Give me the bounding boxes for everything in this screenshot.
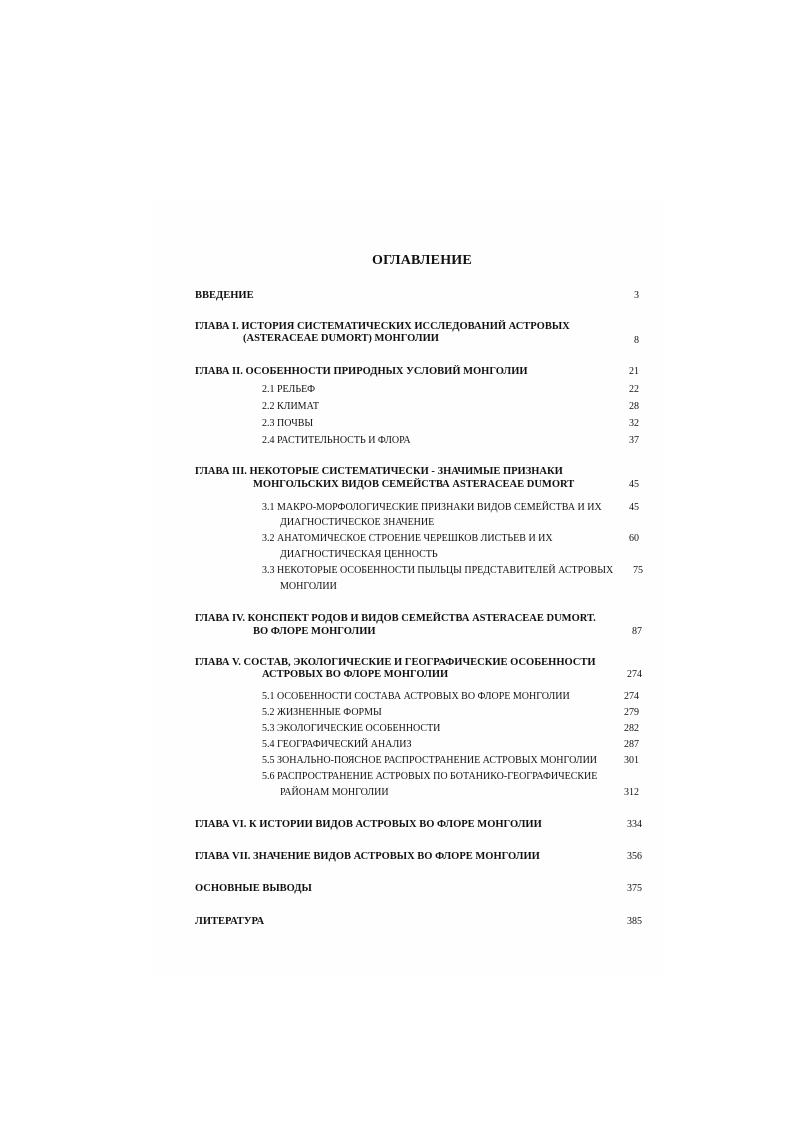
page-number: 287: [624, 739, 639, 750]
toc-entry-intro: ВВЕДЕНИЕ: [195, 290, 254, 301]
toc-entry-5-6-line1: 5.6 РАСПРОСТРАНЕНИЕ АСТРОВЫХ ПО БОТАНИКО-ГЕОГРАФИЧЕСКИЕ: [262, 771, 598, 782]
page-number: 32: [629, 418, 639, 429]
toc-entry-2-2: 2.2 КЛИМАТ: [262, 401, 320, 412]
toc-entry-2-1: 2.1 РЕЛЬЕФ: [262, 384, 316, 395]
page-number: 37: [629, 435, 639, 446]
toc-entry-ch6: ГЛАВА VI. К ИСТОРИИ ВИДОВ АСТРОВЫХ ВО ФЛОРЕ МОНГОЛИИ: [195, 819, 542, 830]
page-number: 21: [629, 366, 639, 377]
page-number: 301: [624, 755, 639, 766]
toc-entry-3-2-line1: 3.2 АНАТОМИЧЕСКОЕ СТРОЕНИЕ ЧЕРЕШКОВ ЛИСТЬЕВ И ИХ: [262, 533, 553, 544]
page-number: 356: [627, 851, 642, 862]
page-number: 279: [624, 707, 639, 718]
toc-entry-conclusions: ОСНОВНЫЕ ВЫВОДЫ: [195, 883, 312, 894]
toc-entry-5-3: 5.3 ЭКОЛОГИЧЕСКИЕ ОСОБЕННОСТИ: [262, 723, 441, 734]
toc-entry-ch5-line2: АСТРОВЫХ ВО ФЛОРЕ МОНГОЛИИ: [262, 669, 449, 680]
toc-entry-ch4-line2: ВО ФЛОРЕ МОНГОЛИИ: [253, 626, 376, 637]
page-number: 45: [629, 502, 639, 513]
page-number: 87: [632, 626, 642, 637]
toc-entry-2-4: 2.4 РАСТИТЕЛЬНОСТЬ И ФЛОРА: [262, 435, 411, 446]
page-number: 274: [624, 691, 639, 702]
page-number: 282: [624, 723, 639, 734]
toc-entry-ch3-line2: МОНГОЛЬСКИХ ВИДОВ СЕМЕЙСТВА ASTERACEAE DUMORT: [253, 479, 575, 490]
toc-entry-ch3-line1: ГЛАВА III. НЕКОТОРЫЕ СИСТЕМАТИЧЕСКИ - ЗНАЧИМЫЕ ПРИЗНАКИ: [195, 466, 563, 477]
page-number: 274: [627, 669, 642, 680]
page-number: 22: [629, 384, 639, 395]
page-number: 375: [627, 883, 642, 894]
toc-entry-5-5: 5.5 ЗОНАЛЬНО-ПОЯСНОЕ РАСПРОСТРАНЕНИЕ АСТРОВЫХ МОНГОЛИИ: [262, 755, 598, 766]
toc-entry-ch1-line1: ГЛАВА I. ИСТОРИЯ СИСТЕМАТИЧЕСКИХ ИССЛЕДОВАНИЙ АСТРОВЫХ: [195, 321, 570, 332]
toc-entry-3-2-line2: ДИАГНОСТИЧЕСКАЯ ЦЕННОСТЬ: [280, 549, 438, 560]
toc-entry-ch7: ГЛАВА VII. ЗНАЧЕНИЕ ВИДОВ АСТРОВЫХ ВО ФЛОРЕ МОНГОЛИИ: [195, 851, 540, 862]
page-number: 75: [633, 565, 643, 576]
page-title: ОГЛАВЛЕНИЕ: [372, 253, 472, 268]
toc-entry-ch5-line1: ГЛАВА V. СОСТАВ, ЭКОЛОГИЧЕСКИЕ И ГЕОГРАФИЧЕСКИЕ ОСОБЕННОСТИ: [195, 657, 596, 668]
page-number: 3: [634, 290, 639, 301]
page-number: 385: [627, 916, 642, 927]
toc-entry-ch4-line1: ГЛАВА IV. КОНСПЕКТ РОДОВ И ВИДОВ СЕМЕЙСТВА ASTERACEAE DUMORT.: [195, 613, 596, 624]
toc-entry-2-3: 2.3 ПОЧВЫ: [262, 418, 314, 429]
toc-entry-ch2: ГЛАВА II. ОСОБЕННОСТИ ПРИРОДНЫХ УСЛОВИЙ МОНГОЛИИ: [195, 366, 528, 377]
page-number: 312: [624, 787, 639, 798]
toc-entry-5-1: 5.1 ОСОБЕННОСТИ СОСТАВА АСТРОВЫХ ВО ФЛОРЕ МОНГОЛИИ: [262, 691, 570, 702]
page-number: 334: [627, 819, 642, 830]
toc-entry-5-6-line2: РАЙОНАМ МОНГОЛИИ: [280, 787, 389, 798]
toc-entry-5-4: 5.4 ГЕОГРАФИЧЕСКИЙ АНАЛИЗ: [262, 739, 412, 750]
toc-entry-5-2: 5.2 ЖИЗНЕННЫЕ ФОРМЫ: [262, 707, 382, 718]
toc-entry-literature: ЛИТЕРАТУРА: [195, 916, 265, 927]
page-number: 60: [629, 533, 639, 544]
page-number: 45: [629, 479, 639, 490]
toc-entry-3-3-line2: МОНГОЛИИ: [280, 581, 337, 592]
page-number: 28: [629, 401, 639, 412]
toc-entry-ch1-line2: (ASTERACEAE DUMORT) МОНГОЛИИ: [243, 333, 439, 344]
toc-entry-3-1-line2: ДИАГНОСТИЧЕСКОЕ ЗНАЧЕНИЕ: [280, 517, 435, 528]
toc-entry-3-3-line1: 3.3 НЕКОТОРЫЕ ОСОБЕННОСТИ ПЫЛЬЦЫ ПРЕДСТАВИТЕЛЕЙ АСТРОВЫХ: [262, 565, 614, 576]
toc-entry-3-1-line1: 3.1 МАКРО-МОРФОЛОГИЧЕСКИЕ ПРИЗНАКИ ВИДОВ СЕМЕЙСТВА И ИХ: [262, 502, 602, 513]
page-number: 8: [634, 335, 639, 346]
